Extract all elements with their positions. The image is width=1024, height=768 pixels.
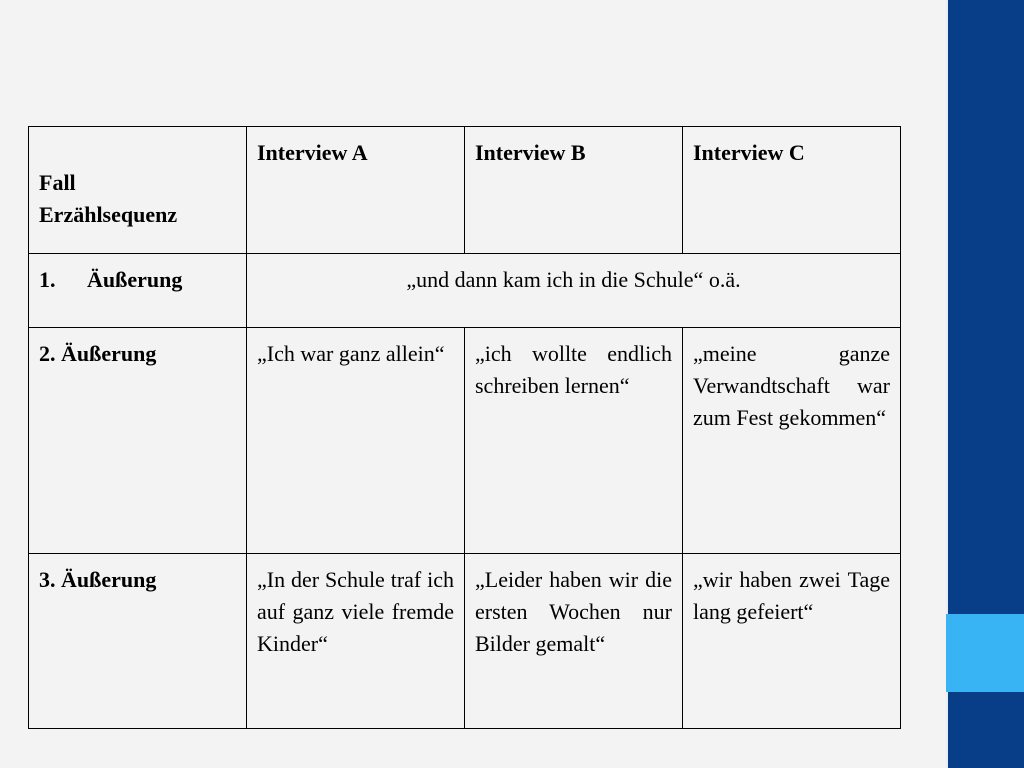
- header-cell-fall: [29, 127, 247, 254]
- cell-3-c: „wir haben zwei Tage lang gefeiert“: [683, 554, 901, 729]
- header-interview-b: Interview B: [465, 127, 683, 254]
- table-row: [29, 554, 901, 729]
- table-row: [29, 328, 901, 554]
- cell-3-b: „Leider haben wir die ersten Wochen nur Bilder gemalt“: [465, 554, 683, 729]
- cell-3-a: „In der Schule traf ich auf ganz viele fremde Kinder“: [247, 554, 465, 729]
- cell-2-a: „Ich war ganz allein“: [247, 328, 465, 554]
- table-header-row: [29, 127, 901, 254]
- row-label-text-1: Äußerung: [87, 267, 183, 292]
- strip-accent-block: [946, 614, 1024, 692]
- table-row: [29, 254, 901, 328]
- cell-2-b: „ich wollte endlich schreiben lernen“: [465, 328, 683, 554]
- header-interview-c: Interview C: [683, 127, 901, 254]
- row-label-1: [29, 254, 247, 328]
- row-label-2: 2. Äußerung: [29, 328, 247, 554]
- merged-cell-1: „und dann kam ich in die Schule“ o.ä.: [247, 254, 901, 328]
- header-interview-a: Interview A: [247, 127, 465, 254]
- row-label-3: 3. Äußerung: [29, 554, 247, 729]
- comparison-table: [28, 126, 901, 729]
- cell-2-c: „meine ganze Verwandtschaft war zum Fest gekommen“: [683, 328, 901, 554]
- header-erzaehlsequenz-label: Erzählsequenz: [39, 202, 178, 227]
- row-number-1: 1.: [39, 267, 56, 292]
- header-fall-label: Fall: [39, 170, 76, 195]
- decorative-side-strip: [946, 0, 1024, 768]
